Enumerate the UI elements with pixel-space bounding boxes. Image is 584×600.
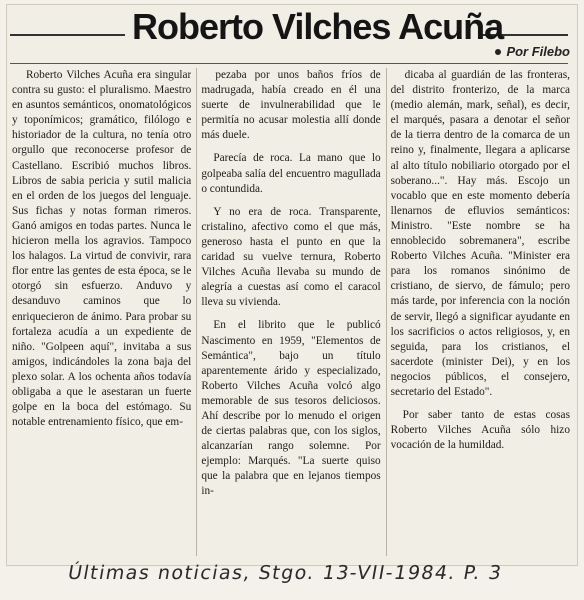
paragraph: dicaba al guardián de las fronteras, del distrito fronterizo, de la marca (medio alemán, mark, señal), es decir, el marqués, pasara a denotar el señor de la tierra dentro de la comarca de un reino y, finalmente, llegara a aplicarse al alto título nobiliario otorgado por el soberano...". Hay más. Escojo un vocablo que en este momento debería llenarnos de efluvios semánticos: Ministro. "Este nombre se ha ennoblecido sobremanera", escribe Roberto Vilches Acuña. "Minister era para los romanos sinónimo de cristiano, de siervo, de fámulo; pero más tarde, por inferencia con la noción de servir, llegó a significar ayudante en los sacrificios o actos religiosos, y, en seguida, para los cristianos, el sacerdote (minister Dei), y en los negocios públicos, el consejero, secretario del Estado". <box>390 69 570 398</box>
byline <box>495 44 570 59</box>
paragraph: Por saber tanto de estas cosas Roberto Vilches Acuña sólo hizo vocación de la humildad. <box>390 409 570 452</box>
bullet-icon <box>495 49 501 55</box>
title-rule-left <box>10 34 125 36</box>
paragraph: Parecía de roca. La mano que lo golpeaba salía del encuentro magullada o contundida. <box>201 152 381 195</box>
article-title: Roberto Vilches Acuña <box>132 6 504 47</box>
handwritten-source-note: Últimas noticias, Stgo. 13-VII-1984. P. 3 <box>66 562 505 584</box>
column-3 <box>391 68 570 558</box>
byline-text: Por Filebo <box>506 44 570 59</box>
article-columns <box>12 68 570 558</box>
byline-rule <box>10 63 568 64</box>
column-2 <box>201 68 380 558</box>
column-1 <box>12 68 191 558</box>
paragraph: En el librito que le publicó Nascimento en 1959, "Elementos de Semántica", bajo un título aparentemente árido y especializado, Roberto Vilches Acuña volcó algo memorable de sus tesoros deliciosos. Ahí describe por lo menudo el origen de ciertas palabras que, con los siglos, alcanzarían rango solemne. Por ejemplo: Marqués. "La suerte quiso que la palabra que en lejanos tiempos in- <box>201 319 381 498</box>
paragraph: pezaba por unos baños fríos de madrugada, había creado en él una suerte de invulnerabilidad que le permitía no acusar molestia allí donde más duele. <box>201 69 381 142</box>
column-divider <box>386 68 387 556</box>
paragraph: Roberto Vilches Acuña era singular contra su gusto: el pluralismo. Maestro en asuntos semánticos, onomatológicos y toponímicos; gramático, filólogo e historiador de la cultura, no tenía otro orgullo que reconocerse profesor de Castellano. Escribió muchos libros. Libros de sabia pericia y sutil malicia en el orden de los juegos del lenguaje. Sus fichas y notas forman rimeros. Ganó amigos en todas partes. Nunca le hicieron mella los agravios. Tampoco los halagos. La virtud de convivir, rara flor entre las gentes de esta época, se le otorgó sin esfuerzo. Anduvo y desanduvo caminos que lo enriquecieron de ánimo. Para probar su fortaleza acudía a un expediente de niño. "Golpeen aquí", invitaba a sus amigos, indicándoles la zona baja del plexo solar. A los ochenta años todavía obligaba a que le asestaran un fuerte golpe en la boca del estómago. Su notable entrenamiento físico, que em- <box>12 69 192 429</box>
paragraph: Y no era de roca. Transparente, cristalino, afectivo como el que más, generoso hasta el punto en que la caridad su vuelve ternura, Roberto Vilches Acuña llevaba su mundo de alegría a cuestas así como el caracol lleva su vivienda. <box>201 205 381 309</box>
column-divider <box>196 68 197 556</box>
